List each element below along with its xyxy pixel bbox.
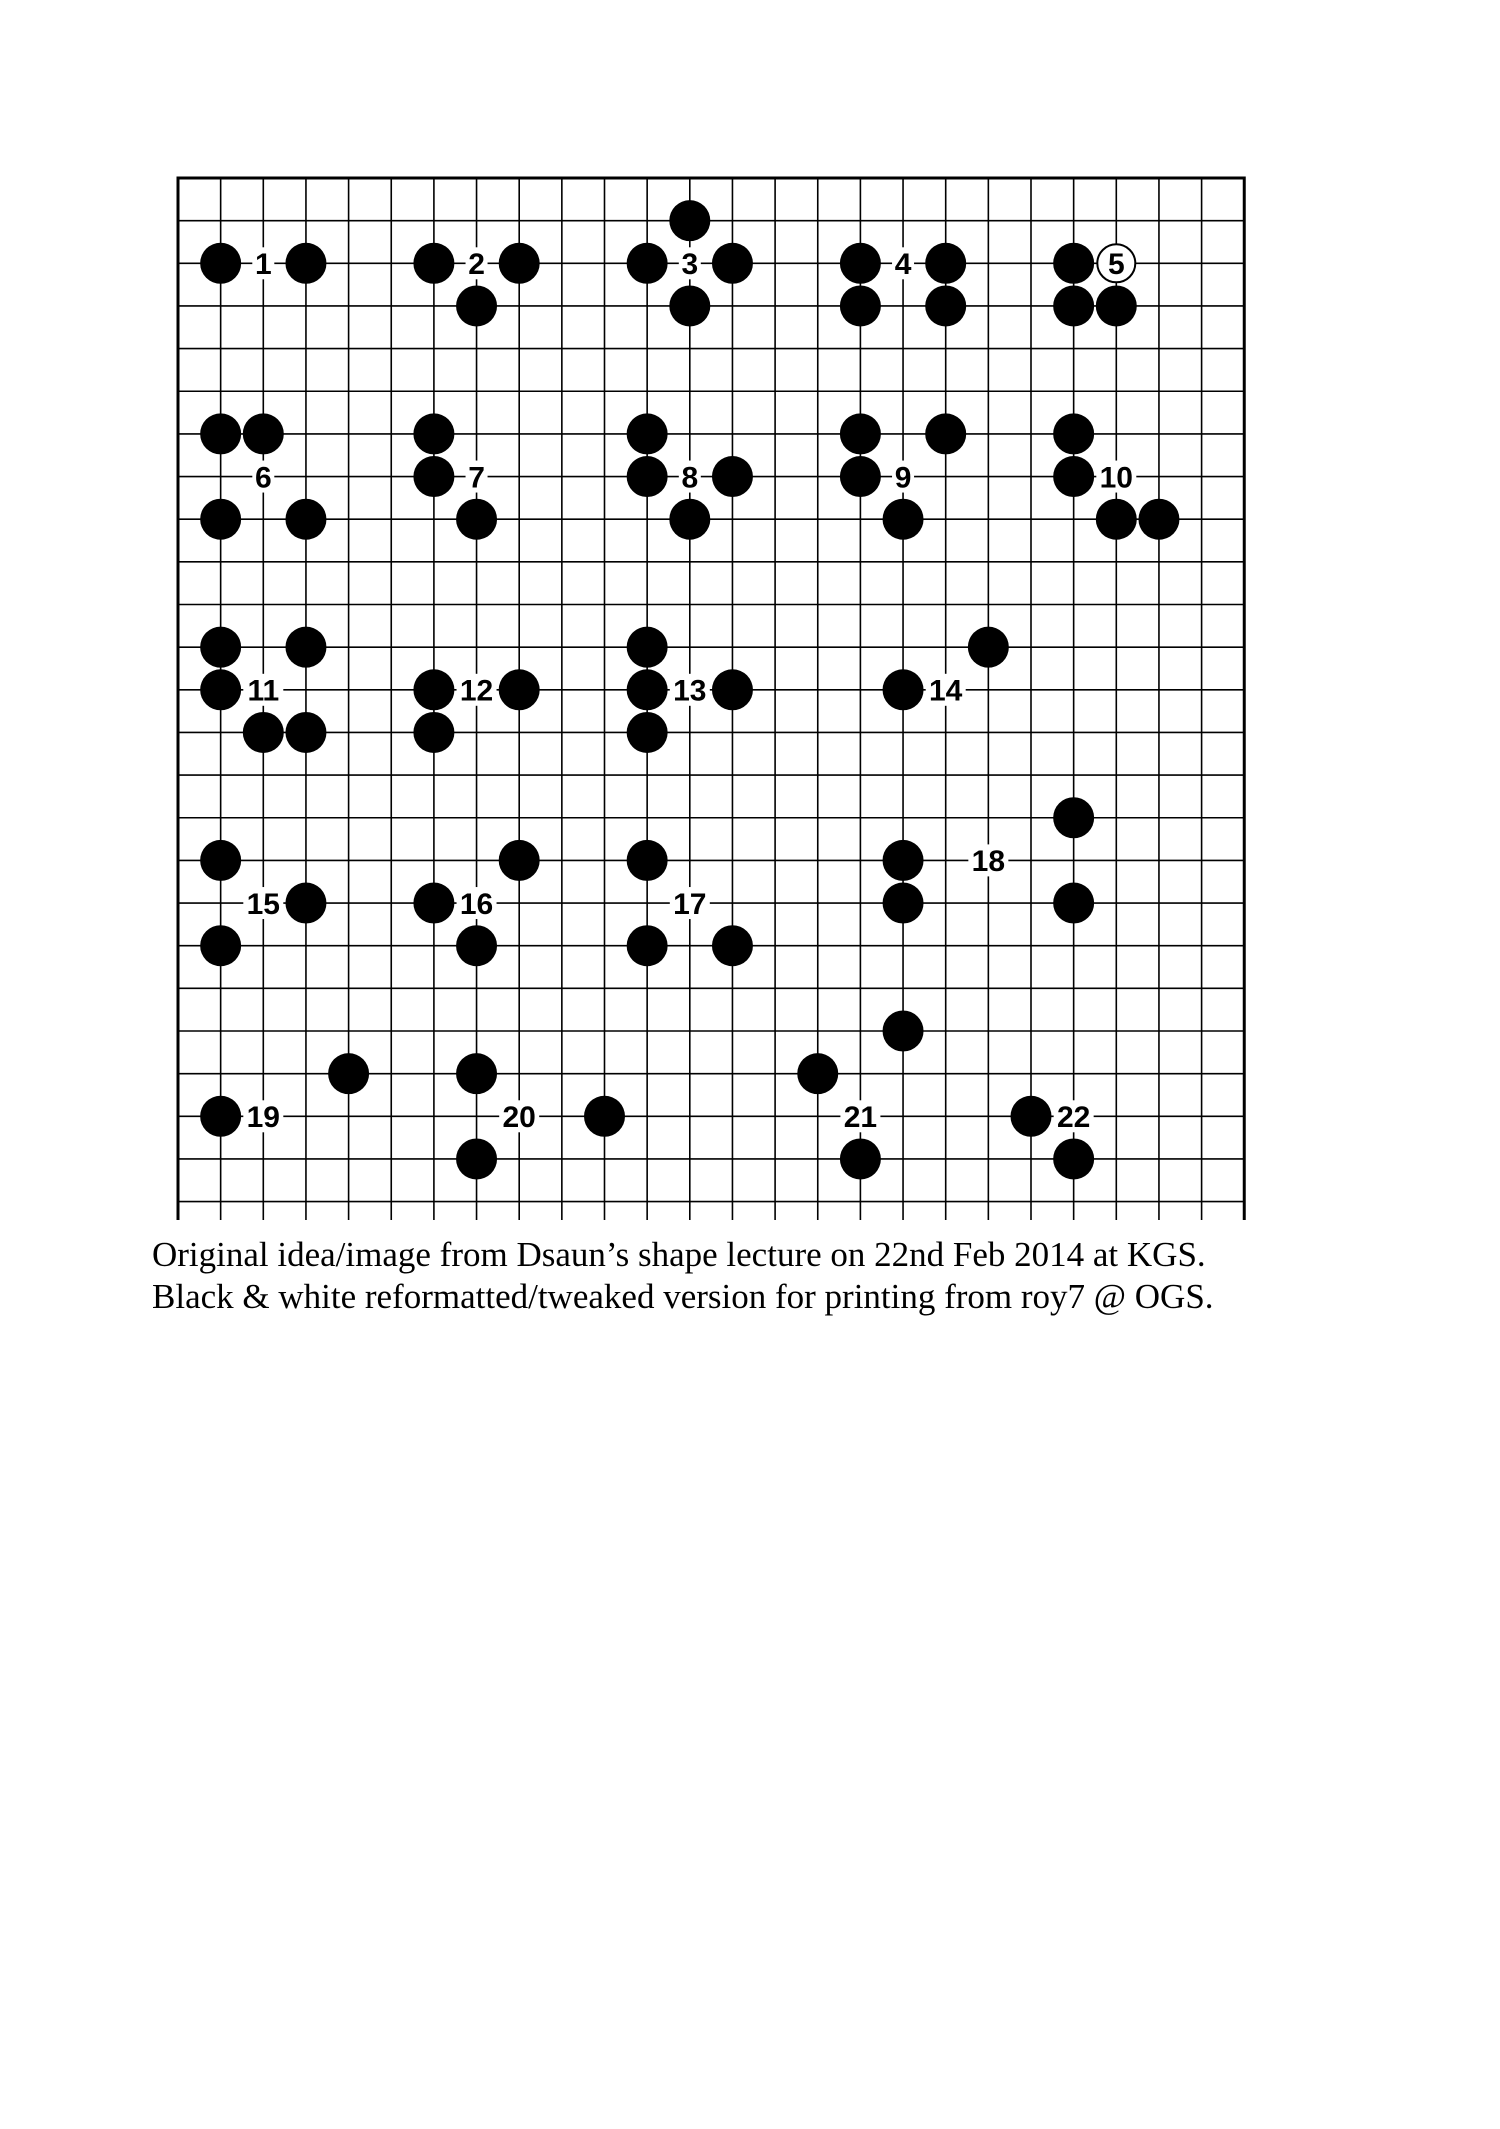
black-stone (413, 413, 454, 454)
black-stone (1053, 285, 1094, 326)
black-stone (1053, 243, 1094, 284)
shape-label (670, 887, 710, 921)
shape-label (243, 887, 283, 921)
black-stone (200, 669, 241, 710)
black-stone (456, 925, 497, 966)
black-stone (1053, 456, 1094, 497)
black-stone (669, 499, 710, 540)
caption-line-2: Black & white reformatted/tweaked version for printing from roy7 @ OGS. (152, 1277, 1214, 1316)
shape-label (252, 461, 274, 495)
black-stone (200, 499, 241, 540)
black-stone (1053, 883, 1094, 924)
black-stone (925, 413, 966, 454)
shape-label (892, 247, 914, 281)
black-stone (413, 243, 454, 284)
black-stone (456, 499, 497, 540)
black-stone (712, 456, 753, 497)
black-stone (285, 712, 326, 753)
black-stone (413, 669, 454, 710)
black-stone (200, 627, 241, 668)
black-stone (712, 243, 753, 284)
black-stone (1053, 413, 1094, 454)
shape-label (840, 1100, 880, 1134)
black-stone (669, 285, 710, 326)
svg-text:7: 7 (468, 461, 485, 495)
shape-label (466, 461, 488, 495)
black-stone (840, 243, 881, 284)
svg-text:4: 4 (894, 248, 912, 282)
svg-text:18: 18 (971, 845, 1006, 879)
shape-label (679, 461, 701, 495)
black-stone (584, 1096, 625, 1137)
black-stone (243, 413, 284, 454)
black-stone (456, 285, 497, 326)
black-stone (627, 243, 668, 284)
shape-label (1096, 461, 1136, 495)
black-stone (840, 413, 881, 454)
black-stone (499, 243, 540, 284)
black-stone (797, 1053, 838, 1094)
shape-label (670, 674, 710, 708)
black-stone (413, 712, 454, 753)
svg-text:15: 15 (246, 887, 280, 921)
svg-text:11: 11 (247, 674, 280, 708)
black-stone (456, 1138, 497, 1179)
shape-label (679, 247, 701, 281)
black-stone (200, 243, 241, 284)
black-stone (627, 712, 668, 753)
black-stone (627, 669, 668, 710)
black-stone (1138, 499, 1179, 540)
black-stone (712, 669, 753, 710)
black-stone (669, 200, 710, 241)
svg-text:9: 9 (894, 461, 912, 495)
black-stone (925, 285, 966, 326)
black-stone (840, 456, 881, 497)
svg-text:16: 16 (459, 887, 494, 921)
black-stone (840, 1138, 881, 1179)
black-stone (285, 627, 326, 668)
black-stone (840, 285, 881, 326)
shape-label (466, 247, 488, 281)
svg-text:3: 3 (681, 248, 699, 282)
black-stone (200, 1096, 241, 1137)
shape-label (252, 247, 274, 281)
black-stone (243, 712, 284, 753)
black-stone (883, 499, 924, 540)
black-stone (456, 1053, 497, 1094)
circled-shape-label (1097, 244, 1135, 282)
shape-label (968, 844, 1008, 878)
svg-text:10: 10 (1099, 461, 1133, 495)
black-stone (1053, 797, 1094, 838)
black-stone (627, 627, 668, 668)
black-stone (627, 840, 668, 881)
black-stone (499, 840, 540, 881)
svg-text:19: 19 (246, 1101, 280, 1135)
black-stone (413, 883, 454, 924)
black-stone (413, 456, 454, 497)
shape-label (499, 1100, 539, 1134)
svg-text:17: 17 (673, 887, 707, 921)
black-stone (285, 883, 326, 924)
shape-label (243, 674, 283, 708)
svg-text:6: 6 (254, 461, 272, 495)
black-stone (1096, 499, 1137, 540)
shape-label (243, 1100, 283, 1134)
black-stone (883, 840, 924, 881)
black-stone (883, 1011, 924, 1052)
black-stone (627, 925, 668, 966)
svg-text:1: 1 (254, 248, 272, 282)
black-stone (627, 456, 668, 497)
black-stone (883, 669, 924, 710)
black-stone (925, 243, 966, 284)
svg-text:14: 14 (929, 674, 963, 708)
svg-text:2: 2 (468, 248, 485, 282)
black-stone (499, 669, 540, 710)
black-stone (1053, 1138, 1094, 1179)
shape-label (892, 461, 914, 495)
shape-label (457, 887, 497, 921)
black-stone (200, 840, 241, 881)
shape-label (457, 674, 497, 708)
black-stone (285, 243, 326, 284)
svg-text:21: 21 (843, 1101, 878, 1135)
caption-line-1: Original idea/image from Dsaun’s shape lecture on 22nd Feb 2014 at KGS. (152, 1235, 1206, 1274)
black-stone (627, 413, 668, 454)
svg-text:5: 5 (1107, 248, 1125, 282)
black-stone (328, 1053, 369, 1094)
svg-text:8: 8 (681, 461, 699, 495)
black-stone (883, 883, 924, 924)
shape-label (1054, 1100, 1094, 1134)
black-stone (285, 499, 326, 540)
svg-text:20: 20 (502, 1101, 536, 1135)
black-stone (200, 925, 241, 966)
svg-text:22: 22 (1056, 1101, 1091, 1135)
black-stone (1096, 285, 1137, 326)
black-stone (200, 413, 241, 454)
black-stone (968, 627, 1009, 668)
black-stone (1011, 1096, 1052, 1137)
svg-text:13: 13 (673, 674, 707, 708)
black-stone (712, 925, 753, 966)
svg-text:12: 12 (459, 674, 494, 708)
shape-label (926, 674, 966, 708)
